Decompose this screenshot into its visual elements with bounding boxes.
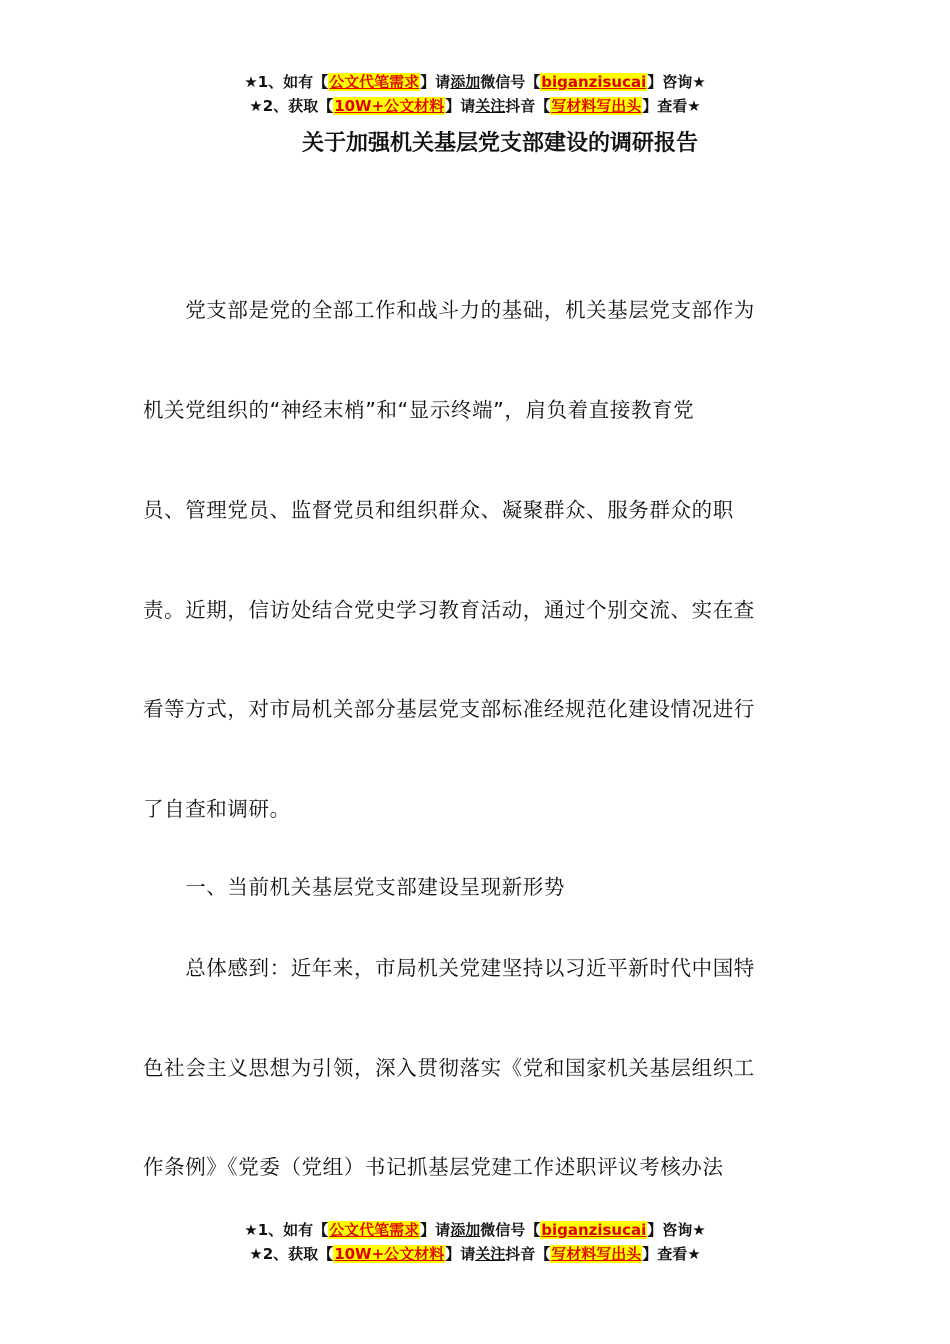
banner-text: 】查看★ xyxy=(642,97,701,115)
banner-line-1 xyxy=(0,70,950,94)
paragraph-1-line-1: 党支部是党的全部工作和战斗力的基础，机关基层党支部作为 xyxy=(143,298,755,322)
underlined-text: 添加 xyxy=(450,73,481,91)
banner-text: 抖音【 xyxy=(505,97,551,115)
banner-text: 】请 xyxy=(420,1221,451,1239)
banner-text: ★1、如有【 xyxy=(244,1221,329,1239)
footer-banner xyxy=(0,1218,950,1266)
banner-line-1 xyxy=(0,1218,950,1242)
banner-text: 】咨询★ xyxy=(647,1221,706,1239)
highlight-text: 公文代笔需求 xyxy=(329,73,420,91)
banner-text: 微信号【 xyxy=(480,73,541,91)
banner-text: 抖音【 xyxy=(505,1245,551,1263)
banner-line-2 xyxy=(0,94,950,118)
header-banner xyxy=(0,70,950,118)
paragraph-2-line-2: 色社会主义思想为引领，深入贯彻落实《党和国家机关基层组织工 xyxy=(143,1056,755,1080)
wechat-id-highlight: biganzisucai xyxy=(541,1221,647,1239)
paragraph-2-line-1: 总体感到：近年来，市局机关党建坚持以习近平新时代中国特 xyxy=(143,956,755,980)
underlined-text: 添加 xyxy=(450,1221,481,1239)
highlight-text: 10W+公文材料 xyxy=(334,1245,445,1263)
highlight-text: 公文代笔需求 xyxy=(329,1221,420,1239)
douyin-id-highlight: 写材料写出头 xyxy=(551,97,642,115)
paragraph-1-line-5: 看等方式，对市局机关部分基层党支部标准经规范化建设情况进行 xyxy=(143,697,755,721)
underlined-text: 关注 xyxy=(475,1245,506,1263)
document-title: 关于加强机关基层党支部建设的调研报告 xyxy=(301,131,698,156)
banner-text: 】请 xyxy=(445,1245,476,1263)
wechat-id-highlight: biganzisucai xyxy=(541,73,647,91)
banner-text: 】请 xyxy=(420,73,451,91)
paragraph-1-line-6: 了自查和调研。 xyxy=(143,797,291,821)
section-heading-1: 一、当前机关基层党支部建设呈现新形势 xyxy=(143,875,565,899)
banner-text: ★2、获取【 xyxy=(249,97,334,115)
banner-line-2 xyxy=(0,1242,950,1266)
banner-text: ★1、如有【 xyxy=(244,73,329,91)
paragraph-1-line-4: 责。近期，信访处结合党史学习教育活动，通过个别交流、实在查 xyxy=(143,598,755,622)
banner-text: 】咨询★ xyxy=(647,73,706,91)
banner-text: ★2、获取【 xyxy=(249,1245,334,1263)
paragraph-1-line-2: 机关党组织的“神经末梢”和“显示终端”，肩负着直接教育党 xyxy=(143,398,695,422)
underlined-text: 关注 xyxy=(475,97,506,115)
douyin-id-highlight: 写材料写出头 xyxy=(551,1245,642,1263)
highlight-text: 10W+公文材料 xyxy=(334,97,445,115)
paragraph-2-line-3: 作条例》《党委（党组）书记抓基层党建工作述职评议考核办法 xyxy=(143,1155,724,1179)
banner-text: 微信号【 xyxy=(480,1221,541,1239)
banner-text: 】查看★ xyxy=(642,1245,701,1263)
paragraph-1-line-3: 员、管理党员、监督党员和组织群众、凝聚群众、服务群众的职 xyxy=(143,498,734,522)
banner-text: 】请 xyxy=(445,97,476,115)
